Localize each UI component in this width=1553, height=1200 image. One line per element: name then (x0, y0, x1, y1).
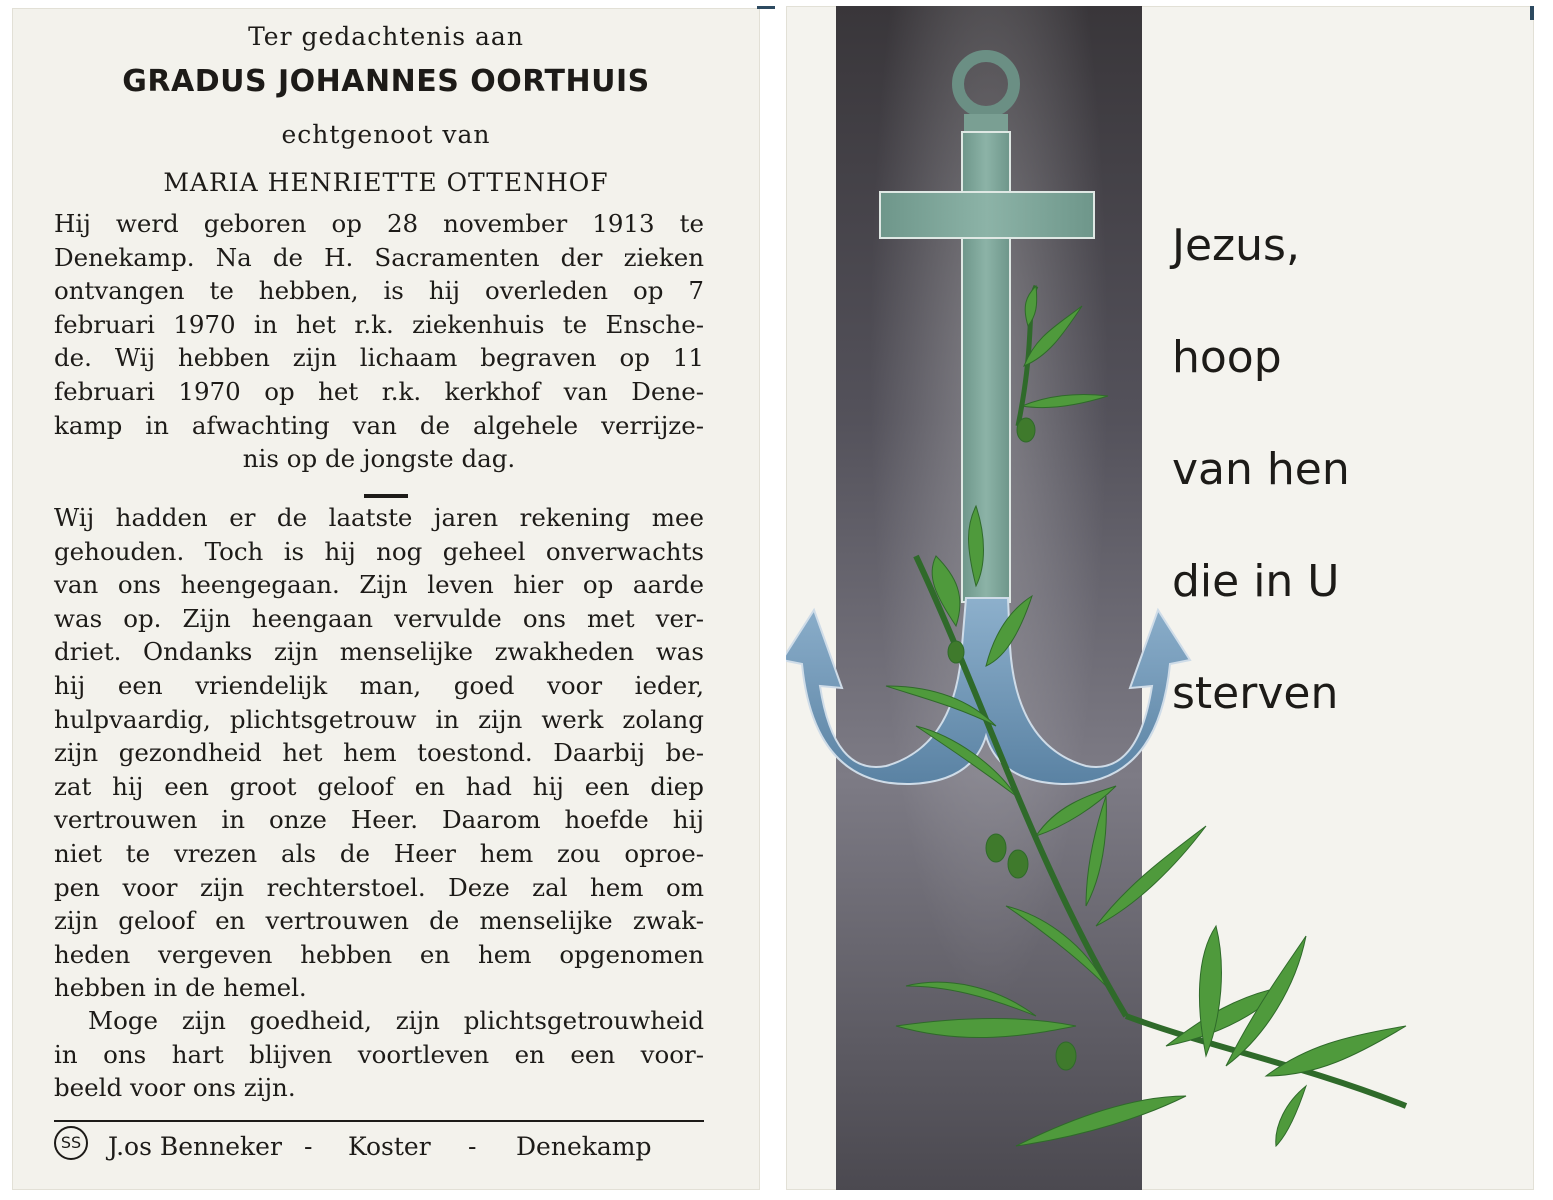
paragraph-line: gehouden. Toch is hij nog geheel onverwachts (54, 536, 704, 566)
reflection-paragraph (54, 501, 704, 1005)
paragraph-line: ontvangen te hebben, is hij overleden op 7 (54, 276, 704, 306)
printer-separator: - (468, 1132, 477, 1161)
paragraph-line: Moge zijn goedheid, zijn plichtsgetrouwheid (88, 1006, 704, 1035)
paragraph-line: in ons hart blijven voortleven en een voor- (54, 1039, 704, 1069)
printer-name: J.os Benneker (108, 1132, 282, 1161)
paragraph-line: de. Wij hebben zijn lichaam begraven op 11 (54, 343, 704, 373)
paragraph-line: hulpvaardig, plichtsgetrouw in zijn werk zolang (54, 704, 704, 734)
paragraph-line: Wij hadden er de laatste jaren rekening mee (54, 503, 704, 532)
anchor-ring-icon (958, 56, 1014, 112)
biography-paragraph (54, 207, 704, 476)
anchor-icon (786, 598, 1190, 784)
paragraph-line: Hij werd geboren op 28 november 1913 te (54, 209, 704, 238)
paragraph-line: van ons heengegaan. Zijn leven hier op aarde (54, 570, 704, 600)
printer-role: Koster (348, 1132, 431, 1161)
footer-rule (54, 1120, 704, 1122)
paragraph-line: hij een vriendelijk man, goed voor ieder, (54, 670, 704, 700)
paragraph-line: nis op de jongste dag. (242, 444, 516, 474)
scan-edge-mark (757, 6, 775, 9)
paragraph-line: beeld voor ons zijn. (54, 1073, 296, 1103)
scan-edge-mark (1530, 6, 1534, 20)
printer-logo-icon: SS (54, 1126, 88, 1160)
paragraph-line: driet. Ondanks zijn menselijke zwakheden was (54, 637, 704, 667)
paragraph-line: Denekamp. Na de H. Sacramenten der zieken (54, 242, 704, 272)
verse-line: Jezus, (1172, 220, 1300, 271)
verse-line: hoop (1172, 332, 1282, 383)
section-divider (364, 494, 408, 498)
verse-line: van hen (1172, 444, 1350, 495)
paragraph-line: februari 1970 op het r.k. kerkhof van Dene- (54, 376, 704, 406)
paragraph-line: was op. Zijn heengaan vervulde ons met ver- (54, 603, 704, 633)
closing-paragraph (54, 1004, 704, 1105)
verse-line: sterven (1172, 668, 1339, 719)
paragraph-line: februari 1970 in het r.k. ziekenhuis te Ensche- (54, 309, 704, 339)
paragraph-line: kamp in afwachting van de algehele verrijze- (54, 410, 704, 440)
paragraph-line: niet te vrezen als de Heer hem zou oproe- (54, 838, 704, 868)
printer-separator: - (304, 1132, 313, 1161)
memorial-card-image-side (786, 6, 1534, 1190)
spouse-name: MARIA HENRIETTE OTTENHOF (163, 168, 609, 197)
memorial-card-text-side (12, 8, 760, 1190)
paragraph-line: heden vergeven hebben en hem opgenomen (54, 939, 704, 969)
printer-place: Denekamp (516, 1132, 652, 1161)
paragraph-line: zat hij een groot geloof en had hij een diep (54, 771, 704, 801)
paragraph-line: hebben in de hemel. (54, 973, 307, 1003)
deceased-name: GRADUS JOHANNES OORTHUIS (122, 64, 650, 99)
relation-line: echtgenoot van (281, 120, 491, 149)
paragraph-line: zijn gezondheid het hem toestond. Daarbij be- (54, 738, 704, 768)
paragraph-line: zijn geloof en vertrouwen de menselijke zwak- (54, 906, 704, 936)
intro-line: Ter gedachtenis aan (248, 22, 524, 51)
anchor-cross-illustration (786, 6, 1534, 1190)
paragraph-line: pen voor zijn rechterstoel. Deze zal hem om (54, 872, 704, 902)
verse-line: die in U (1172, 556, 1340, 607)
paragraph-line: vertrouwen in onze Heer. Daarom hoefde hij (54, 805, 704, 835)
